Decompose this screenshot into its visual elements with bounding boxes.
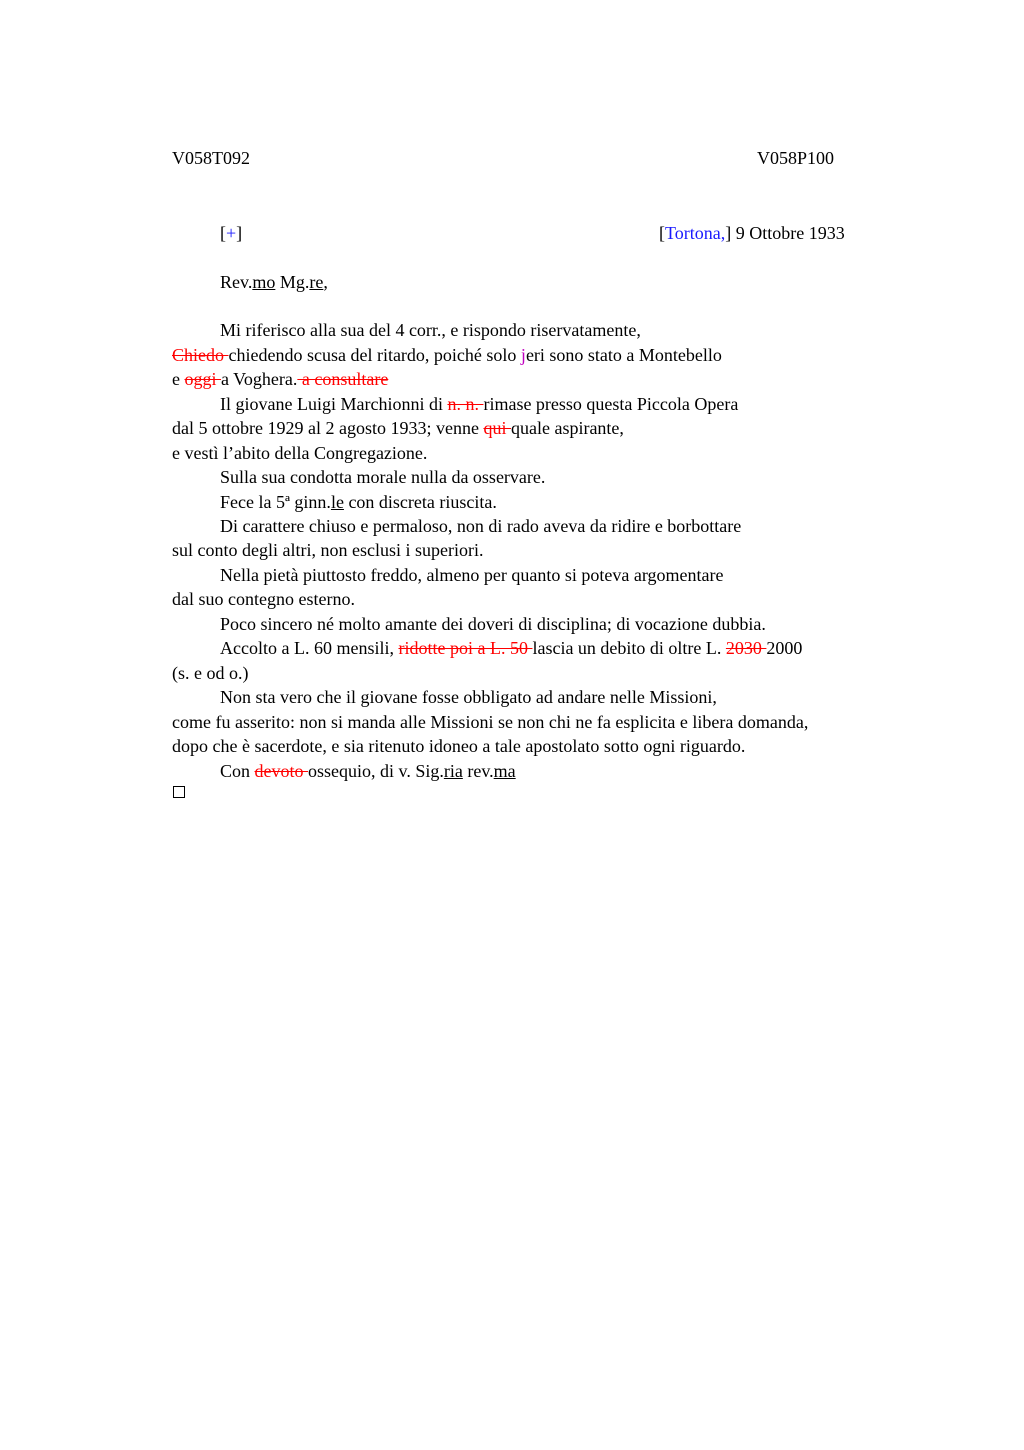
deleted-text: n. n. <box>447 394 484 414</box>
deleted-text: oggi <box>184 369 222 389</box>
deleted-text: devoto <box>254 761 309 781</box>
body-line: sul conto degli altri, non esclusi i superiori. <box>172 540 484 560</box>
body-line: dal suo contegno esterno. <box>172 589 355 609</box>
body-line: Accolto a L. 60 mensili, ridotte poi a L. 50 lascia un debito di oltre L. 2030 2000 <box>220 638 803 658</box>
dateline: [Tortona,] 9 Ottobre 1933 <box>659 223 845 243</box>
body-line: Nella pietà piuttosto freddo, almeno per quanto si poteva argomentare <box>220 565 724 585</box>
salutation: Rev.mo Mg.re, <box>220 272 328 292</box>
deleted-text: ridotte poi a L. 50 <box>398 638 533 658</box>
deleted-text: qui <box>483 418 511 438</box>
body-line: Il giovane Luigi Marchionni di n. n. rimase presso questa Piccola Opera <box>220 394 739 414</box>
body-line: dopo che è sacerdote, e sia ritenuto idoneo a tale apostolato sotto ogni riguardo. <box>172 736 746 756</box>
body-line: dal 5 ottobre 1929 al 2 agosto 1933; venne qui quale aspirante, <box>172 418 624 438</box>
deleted-text: Chiedo <box>172 345 229 365</box>
place-name: Tortona, <box>665 223 726 243</box>
end-box-icon <box>173 786 185 798</box>
body-line: (s. e od o.) <box>172 663 249 683</box>
deleted-text: a consultare <box>297 369 389 389</box>
body-line: Sulla sua condotta morale nulla da osservare. <box>220 467 546 487</box>
body-line: Poco sincero né molto amante dei doveri di disciplina; di vocazione dubbia. <box>220 614 766 634</box>
closing-line: Con devoto ossequio, di v. Sig.ria rev.ma <box>220 761 516 781</box>
body-line: e vestì l’abito della Congregazione. <box>172 443 428 463</box>
body-line: e oggi a Voghera. a consultare <box>172 369 389 389</box>
date: 9 Ottobre 1933 <box>731 223 845 243</box>
body-line: Fece la 5ª ginn.le con discreta riuscita. <box>220 492 497 512</box>
cross-symbol: + <box>226 223 237 243</box>
document-code-right: V058P100 <box>757 148 835 168</box>
cross-mark: [+] <box>220 223 243 243</box>
body-line: come fu asserito: non si manda alle Missioni se non chi ne fa esplicita e libera domanda, <box>172 712 809 732</box>
body-line: Non sta vero che il giovane fosse obbligato ad andare nelle Missioni, <box>220 687 717 707</box>
correction-letter: j <box>520 345 526 365</box>
body-line: Chiedo chiedendo scusa del ritardo, poiché solo jeri sono stato a Montebello <box>172 345 722 365</box>
body-line: Di carattere chiuso e permaloso, non di rado aveva da ridire e borbottare <box>220 516 742 536</box>
body-line: Mi riferisco alla sua del 4 corr., e rispondo riservatamente, <box>220 320 641 340</box>
document-code-left: V058T092 <box>172 148 250 168</box>
deleted-text: 2030 <box>725 638 767 658</box>
